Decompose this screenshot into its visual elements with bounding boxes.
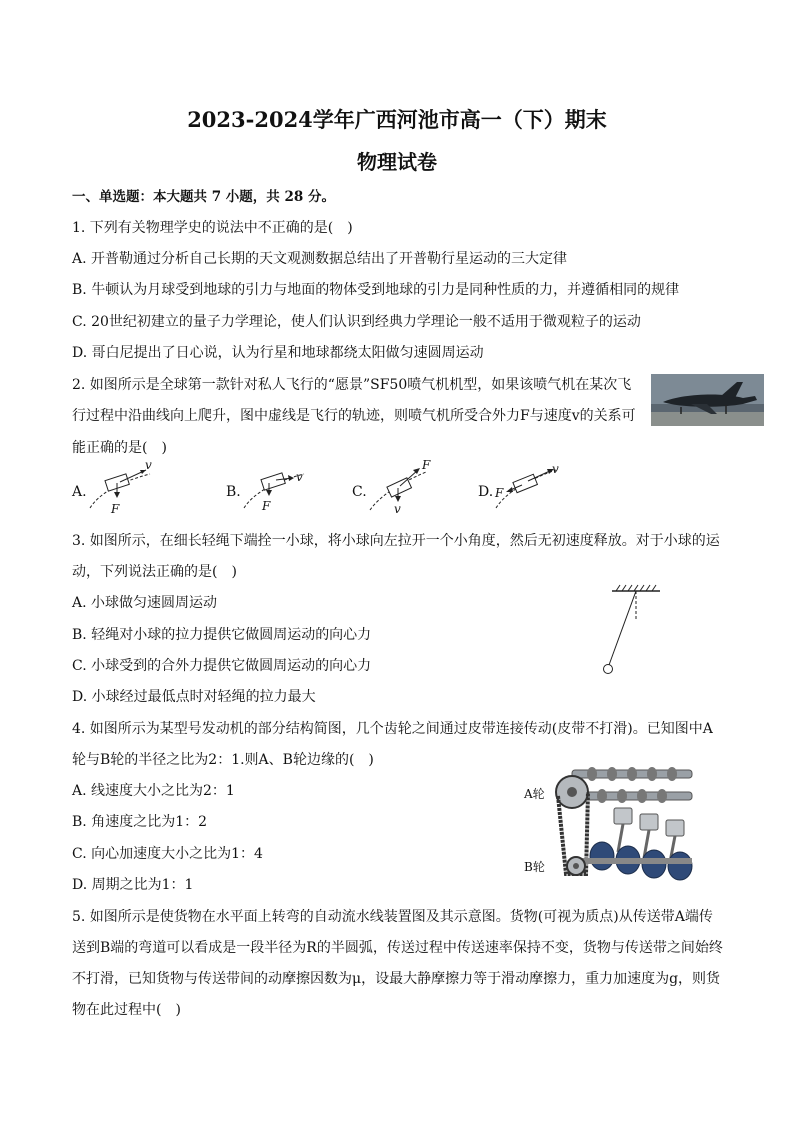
q2-option-a-label: A. bbox=[72, 484, 87, 500]
q2-stem-line1: 2. 如图所示是全球第一款针对私人飞行的“愿景”SF50喷气机机型，如果该喷气机在某次飞 bbox=[72, 377, 632, 393]
q2-b-f: F bbox=[262, 499, 271, 513]
exam-subtitle: 物理试卷 bbox=[357, 150, 437, 174]
wheel-a-label: A轮 bbox=[524, 787, 545, 801]
q2-option-d-diagram bbox=[494, 460, 574, 520]
q1-option-b: B. 牛顿认为月球受到地球的引力与地面的物体受到地球的引力是同种性质的力，并遵循相同的规律 bbox=[72, 282, 680, 298]
q2-option-c-label: C. bbox=[352, 484, 367, 500]
q1-option-c: C. 20世纪初建立的量子力学理论，使人们认识到经典力学理论一般不适用于微观粒子的运动 bbox=[72, 314, 641, 330]
q4-option-d: D. 周期之比为1：1 bbox=[72, 877, 194, 893]
q2-c-f: F bbox=[422, 458, 431, 472]
q4-stem-line2: 轮与B轮的半径之比为2：1.则A、B轮边缘的( ) bbox=[72, 752, 374, 768]
q5-stem-line4: 物在此过程中( ) bbox=[72, 1002, 181, 1018]
q1-option-a: A. 开普勒通过分析自己长期的天文观测数据总结出了开普勒行星运动的三大定律 bbox=[72, 251, 568, 267]
q3-option-d: D. 小球经过最低点时对轻绳的拉力最大 bbox=[72, 689, 316, 705]
q5-stem-line3: 不打滑，已知货物与传送带间的动摩擦因数为μ，设最大静摩擦力等于滑动摩擦力，重力加速度为g，则货 bbox=[72, 971, 721, 987]
q3-option-c: C. 小球受到的合外力提供它做圆周运动的向心力 bbox=[72, 658, 372, 674]
exam-title: 2023-2024学年广西河池市高一（下）期末 bbox=[187, 107, 607, 132]
q2-option-d-label: D. bbox=[478, 484, 494, 500]
q4-option-a: A. 线速度大小之比为2：1 bbox=[72, 783, 235, 799]
q2-c-v: v bbox=[394, 502, 401, 516]
q5-stem-line1: 5. 如图所示是使货物在水平面上转弯的自动流水线装置图及其示意图。货物(可视为质点)从传送带A端传 bbox=[72, 909, 713, 925]
q2-b-v: v bbox=[296, 470, 303, 484]
q2-option-b-label: B. bbox=[226, 484, 241, 500]
q2-option-a-diagram bbox=[88, 460, 168, 520]
q1-option-d: D. 哥白尼提出了日心说，认为行星和地球都绕太阳做匀速圆周运动 bbox=[72, 345, 484, 361]
q4-option-c: C. 向心加速度大小之比为1：4 bbox=[72, 846, 263, 862]
wheel-b-label: B轮 bbox=[524, 860, 545, 874]
q2-a-f: F bbox=[111, 502, 120, 516]
pendulum-diagram bbox=[600, 585, 670, 680]
q2-d-f: F bbox=[495, 486, 504, 500]
q3-option-b: B. 轻绳对小球的拉力提供它做圆周运动的向心力 bbox=[72, 627, 372, 643]
q4-stem-line1: 4. 如图所示为某型号发动机的部分结构简图，几个齿轮之间通过皮带连接传动(皮带不打滑)。已知图中A bbox=[72, 721, 713, 737]
q4-option-b: B. 角速度之比为1：2 bbox=[72, 814, 208, 830]
q2-a-v: v bbox=[145, 458, 152, 472]
q2-stem-line3: 能正确的是( ) bbox=[72, 440, 167, 456]
engine-diagram bbox=[552, 762, 702, 884]
q5-stem-line2: 送到B端的弯道可以看成是一段半径为R的半圆弧，传送过程中传送速率保持不变，货物与传送带之间始终 bbox=[72, 940, 723, 956]
q2-stem-line2: 行过程中沿曲线向上爬升，图中虚线是飞行的轨迹，则喷气机所受合外力F与速度v的关系可 bbox=[72, 408, 636, 424]
q2-option-b-diagram bbox=[242, 460, 322, 520]
q1-stem: 1. 下列有关物理学史的说法中不正确的是( ) bbox=[72, 220, 353, 236]
q3-stem-line2: 动，下列说法正确的是( ) bbox=[72, 564, 237, 580]
section-heading: 一、单选题：本大题共 7 小题，共 28 分。 bbox=[72, 189, 335, 205]
q3-stem-line1: 3. 如图所示，在细长轻绳下端拴一小球，将小球向左拉开一个小角度，然后无初速度释放。对于小球的运 bbox=[72, 533, 720, 549]
q2-option-c-diagram bbox=[368, 460, 448, 520]
q2-d-v: v bbox=[552, 462, 559, 476]
jet-photo bbox=[651, 374, 764, 426]
q3-option-a: A. 小球做匀速圆周运动 bbox=[72, 595, 218, 611]
